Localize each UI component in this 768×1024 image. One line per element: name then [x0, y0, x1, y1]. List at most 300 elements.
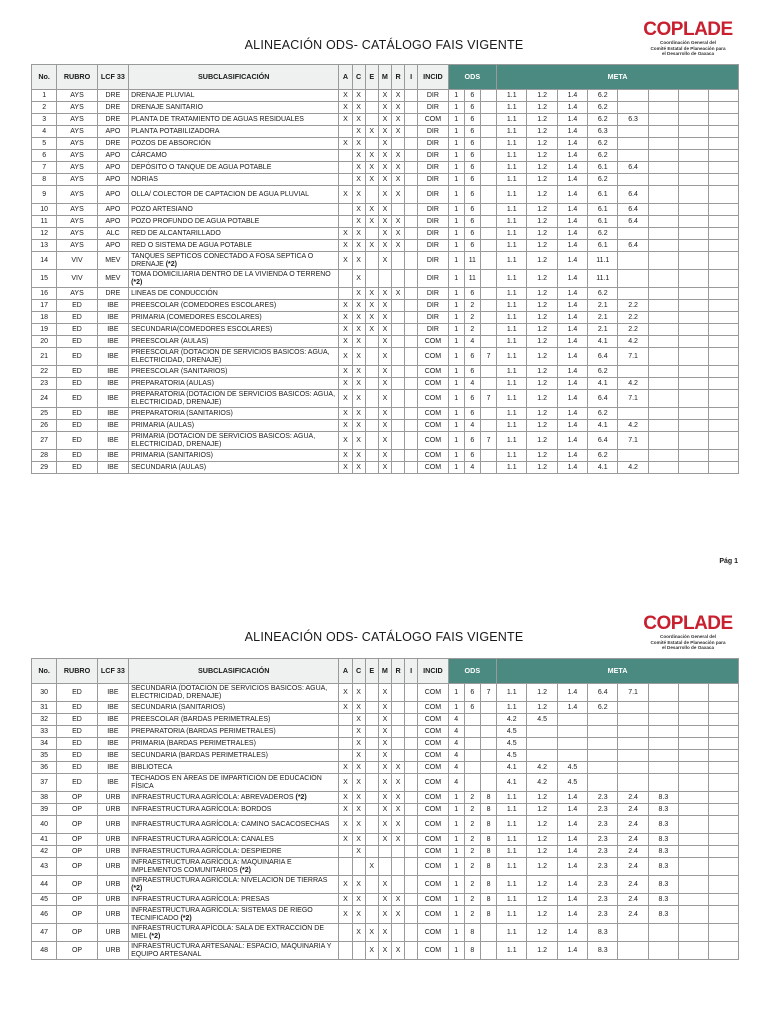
cell-ods: [480, 216, 496, 228]
cell-mark-e: [365, 366, 378, 378]
cell-subclasificacion: [129, 324, 339, 336]
cell-mark-r: X: [391, 186, 404, 204]
cell-ods: 1: [448, 300, 464, 312]
cell-mark-e: X: [365, 324, 378, 336]
cell-meta: [588, 738, 618, 750]
cell-meta: 1.4: [557, 408, 587, 420]
cell-meta: [648, 174, 678, 186]
cell-mark-e: X: [365, 288, 378, 300]
cell-meta: 1.4: [557, 420, 587, 432]
cell-meta: 4.1: [588, 420, 618, 432]
cell-subclasificacion: [129, 726, 339, 738]
cell-meta: [679, 762, 709, 774]
cell-incid: DIR: [418, 162, 448, 174]
cell-mark-e: [365, 846, 378, 858]
cell-mark-m: X: [378, 162, 391, 174]
col-header-incid: INCID: [418, 65, 448, 90]
cell-ods: 1: [448, 186, 464, 204]
cell-mark-a: X: [339, 366, 352, 378]
cell-meta: 6.2: [588, 366, 618, 378]
catalog-table: [31, 658, 739, 960]
cell-meta: [709, 90, 739, 102]
cell-meta: 4.1: [588, 378, 618, 390]
cell-meta: [709, 336, 739, 348]
cell-meta: 6.2: [588, 450, 618, 462]
cell-mark-m: X: [378, 684, 391, 702]
cell-meta: [618, 924, 648, 942]
cell-mark-r: X: [391, 816, 404, 834]
cell-mark-r: X: [391, 288, 404, 300]
cell-meta: [648, 240, 678, 252]
cell-meta: [679, 162, 709, 174]
cell-mark-r: X: [391, 762, 404, 774]
table-row: [32, 702, 739, 714]
subclasificacion-text: SECUNDARIA (BARDAS PERIMETRALES): [131, 751, 268, 759]
cell-meta: 1.1: [497, 834, 527, 846]
cell-mark-c: X: [352, 750, 365, 762]
cell-mark-r: X: [391, 216, 404, 228]
cell-meta: [618, 702, 648, 714]
cell-subclasificacion: [129, 390, 339, 408]
cell-no: 17: [32, 300, 57, 312]
cell-mark-i: [405, 462, 418, 474]
cell-ods: 11: [464, 270, 480, 288]
cell-ods: 1: [448, 858, 464, 876]
col-header-lcf: LCF 33: [97, 659, 128, 684]
cell-subclasificacion: [129, 186, 339, 204]
cell-mark-e: X: [365, 216, 378, 228]
table-row: [32, 834, 739, 846]
cell-mark-i: [405, 792, 418, 804]
cell-mark-e: [365, 114, 378, 126]
cell-meta: 1.2: [527, 324, 557, 336]
table-row: [32, 252, 739, 270]
cell-meta: 1.1: [497, 450, 527, 462]
cell-meta: [709, 762, 739, 774]
cell-meta: 1.2: [527, 378, 557, 390]
cell-meta: 1.1: [497, 684, 527, 702]
cell-subclasificacion: [129, 336, 339, 348]
cell-ods: [480, 150, 496, 162]
cell-incid: COM: [418, 846, 448, 858]
cell-lcf: DRE: [97, 114, 128, 126]
cell-meta: 1.4: [557, 876, 587, 894]
cell-meta: [679, 102, 709, 114]
cell-mark-c: X: [352, 738, 365, 750]
cell-meta: 1.1: [497, 174, 527, 186]
col-header-incid: INCID: [418, 659, 448, 684]
cell-mark-c: X: [352, 894, 365, 906]
cell-ods: 6: [464, 450, 480, 462]
cell-ods: [480, 336, 496, 348]
cell-rubro: AYS: [57, 114, 97, 126]
cell-ods: 1: [448, 174, 464, 186]
cell-lcf: APO: [97, 150, 128, 162]
cell-mark-e: [365, 138, 378, 150]
cell-mark-i: [405, 804, 418, 816]
cell-ods: [480, 252, 496, 270]
cell-mark-i: [405, 942, 418, 960]
cell-subclasificacion: [129, 774, 339, 792]
logo-line-1: Coordinación General del: [660, 634, 716, 639]
cell-mark-r: [391, 312, 404, 324]
cell-lcf: DRE: [97, 102, 128, 114]
cell-meta: 6.4: [588, 684, 618, 702]
cell-lcf: APO: [97, 240, 128, 252]
cell-meta: [648, 138, 678, 150]
cell-meta: [679, 462, 709, 474]
cell-meta: 2.4: [618, 846, 648, 858]
cell-meta: 4.5: [557, 774, 587, 792]
cell-mark-r: [391, 366, 404, 378]
table-row: [32, 204, 739, 216]
cell-meta: 1.1: [497, 324, 527, 336]
cell-mark-i: [405, 186, 418, 204]
cell-mark-e: [365, 750, 378, 762]
cell-mark-c: X: [352, 876, 365, 894]
cell-mark-a: [339, 174, 352, 186]
cell-meta: [679, 750, 709, 762]
cell-incid: COM: [418, 726, 448, 738]
cell-mark-c: X: [352, 336, 365, 348]
cell-mark-i: [405, 834, 418, 846]
cell-no: 44: [32, 876, 57, 894]
cell-rubro: OP: [57, 876, 97, 894]
cell-ods: [480, 324, 496, 336]
cell-incid: DIR: [418, 186, 448, 204]
cell-meta: [679, 186, 709, 204]
cell-ods: 1: [448, 240, 464, 252]
cell-no: 27: [32, 432, 57, 450]
cell-subclasificacion: [129, 738, 339, 750]
cell-mark-e: [365, 834, 378, 846]
cell-meta: [679, 834, 709, 846]
cell-ods: [480, 366, 496, 378]
table-row: [32, 186, 739, 204]
cell-meta: 1.1: [497, 270, 527, 288]
subclasificacion-text: PREPARATORIA (AULAS): [131, 379, 214, 387]
col-header-no: No.: [32, 65, 57, 90]
cell-no: 7: [32, 162, 57, 174]
cell-mark-c: X: [352, 288, 365, 300]
cell-rubro: ED: [57, 408, 97, 420]
cell-meta: 1.4: [557, 138, 587, 150]
cell-mark-e: [365, 804, 378, 816]
cell-meta: 6.4: [588, 432, 618, 450]
cell-ods: [480, 942, 496, 960]
cell-mark-i: [405, 204, 418, 216]
cell-lcf: URB: [97, 858, 128, 876]
cell-lcf: IBE: [97, 750, 128, 762]
cell-meta: [679, 270, 709, 288]
cell-ods: 1: [448, 876, 464, 894]
cell-ods: 1: [448, 924, 464, 942]
cell-mark-a: X: [339, 138, 352, 150]
cell-ods: 6: [464, 408, 480, 420]
cell-meta: 1.2: [527, 894, 557, 906]
col-header-c: C: [352, 659, 365, 684]
cell-meta: 2.4: [618, 834, 648, 846]
cell-meta: 1.4: [557, 204, 587, 216]
cell-meta: 1.4: [557, 312, 587, 324]
cell-meta: 4.2: [527, 774, 557, 792]
cell-mark-e: X: [365, 150, 378, 162]
cell-ods: 2: [464, 906, 480, 924]
cell-mark-m: X: [378, 714, 391, 726]
cell-meta: 2.3: [588, 858, 618, 876]
cell-mark-e: [365, 420, 378, 432]
cell-meta: [679, 288, 709, 300]
cell-rubro: AYS: [57, 138, 97, 150]
cell-mark-c: [352, 858, 365, 876]
cell-mark-i: [405, 300, 418, 312]
cell-mark-a: [339, 126, 352, 138]
cell-mark-c: X: [352, 300, 365, 312]
table-row: [32, 240, 739, 252]
table-row: [32, 348, 739, 366]
cell-lcf: APO: [97, 204, 128, 216]
cell-no: 39: [32, 804, 57, 816]
cell-meta: 1.1: [497, 162, 527, 174]
cell-meta: 1.2: [527, 924, 557, 942]
cell-mark-a: X: [339, 876, 352, 894]
cell-mark-r: [391, 300, 404, 312]
cell-ods: 1: [448, 846, 464, 858]
cell-mark-r: X: [391, 102, 404, 114]
cell-subclasificacion: [129, 252, 339, 270]
cell-ods: 2: [464, 312, 480, 324]
cell-ods: 6: [464, 288, 480, 300]
footnote-marker: (*2): [239, 866, 251, 874]
cell-ods: 1: [448, 942, 464, 960]
cell-incid: COM: [418, 762, 448, 774]
cell-rubro: AYS: [57, 186, 97, 204]
cell-mark-r: [391, 702, 404, 714]
cell-rubro: AYS: [57, 216, 97, 228]
cell-meta: 1.4: [557, 240, 587, 252]
cell-ods: 8: [464, 924, 480, 942]
cell-ods: 1: [448, 450, 464, 462]
cell-lcf: URB: [97, 876, 128, 894]
cell-mark-m: X: [378, 408, 391, 420]
cell-meta: [618, 150, 648, 162]
cell-mark-i: [405, 174, 418, 186]
cell-mark-m: X: [378, 462, 391, 474]
cell-meta: 1.1: [497, 228, 527, 240]
cell-meta: 6.4: [618, 204, 648, 216]
cell-meta: 1.1: [497, 114, 527, 126]
cell-meta: 1.4: [557, 336, 587, 348]
subclasificacion-text: PREESCOLAR (DOTACION DE SERVICIOS BASICOS: AGUA, ELECTRICIDAD, DRENAJE): [131, 348, 330, 364]
cell-mark-c: X: [352, 714, 365, 726]
cell-meta: 4.5: [497, 726, 527, 738]
cell-mark-c: X: [352, 270, 365, 288]
cell-ods: 1: [448, 270, 464, 288]
cell-no: 16: [32, 288, 57, 300]
cell-meta: [679, 702, 709, 714]
cell-meta: 1.2: [527, 288, 557, 300]
cell-mark-m: X: [378, 702, 391, 714]
cell-mark-e: [365, 816, 378, 834]
cell-meta: [679, 138, 709, 150]
cell-rubro: OP: [57, 924, 97, 942]
cell-mark-e: [365, 738, 378, 750]
cell-meta: 2.1: [588, 312, 618, 324]
cell-ods: 2: [464, 834, 480, 846]
cell-no: 1: [32, 90, 57, 102]
cell-meta: [648, 150, 678, 162]
cell-rubro: ED: [57, 366, 97, 378]
cell-mark-a: X: [339, 378, 352, 390]
cell-rubro: ED: [57, 726, 97, 738]
cell-mark-i: [405, 774, 418, 792]
cell-mark-e: [365, 252, 378, 270]
subclasificacion-text: INFRAESTRUCTURA AGRÍCOLA: PRESAS: [131, 895, 270, 903]
cell-meta: 1.1: [497, 126, 527, 138]
cell-subclasificacion: [129, 450, 339, 462]
cell-mark-i: [405, 150, 418, 162]
cell-lcf: URB: [97, 816, 128, 834]
cell-meta: 1.4: [557, 816, 587, 834]
cell-mark-m: X: [378, 348, 391, 366]
cell-mark-i: [405, 378, 418, 390]
cell-meta: 1.1: [497, 408, 527, 420]
table-row: [32, 792, 739, 804]
cell-mark-a: [339, 270, 352, 288]
cell-mark-i: [405, 366, 418, 378]
cell-meta: 1.1: [497, 348, 527, 366]
cell-mark-m: X: [378, 894, 391, 906]
subclasificacion-text: LINEAS DE CONDUCCIÓN: [131, 289, 218, 297]
cell-ods: 4: [448, 738, 464, 750]
cell-meta: [709, 312, 739, 324]
cell-mark-m: X: [378, 186, 391, 204]
table-row: [32, 738, 739, 750]
cell-meta: 6.2: [588, 90, 618, 102]
cell-subclasificacion: [129, 762, 339, 774]
col-header-subclasificacion: SUBCLASIFICACIÓN: [129, 659, 339, 684]
cell-subclasificacion: [129, 858, 339, 876]
cell-ods: 1: [448, 792, 464, 804]
logo-line-3: el Desarrollo de Oaxaca: [661, 645, 715, 651]
cell-meta: [679, 174, 709, 186]
cell-lcf: IBE: [97, 324, 128, 336]
cell-subclasificacion: [129, 792, 339, 804]
cell-meta: [709, 774, 739, 792]
cell-meta: [588, 762, 618, 774]
cell-meta: [648, 942, 678, 960]
cell-meta: [709, 186, 739, 204]
cell-mark-a: [339, 924, 352, 942]
cell-ods: [480, 90, 496, 102]
cell-ods: [480, 228, 496, 240]
cell-lcf: IBE: [97, 420, 128, 432]
subclasificacion-text: POZO PROFUNDO DE AGUA POTABLE: [131, 217, 260, 225]
cell-no: 11: [32, 216, 57, 228]
cell-meta: 1.1: [497, 216, 527, 228]
cell-lcf: IBE: [97, 684, 128, 702]
cell-subclasificacion: [129, 420, 339, 432]
cell-mark-r: X: [391, 804, 404, 816]
cell-mark-m: X: [378, 324, 391, 336]
subclasificacion-text: DRENAJE SANITARIO: [131, 103, 203, 111]
cell-meta: 1.4: [557, 390, 587, 408]
cell-mark-r: X: [391, 114, 404, 126]
table-row: [32, 726, 739, 738]
cell-rubro: OP: [57, 858, 97, 876]
cell-incid: DIR: [418, 240, 448, 252]
cell-meta: 1.2: [527, 834, 557, 846]
cell-mark-r: [391, 738, 404, 750]
cell-ods: [480, 102, 496, 114]
cell-meta: [679, 924, 709, 942]
cell-no: 38: [32, 792, 57, 804]
cell-meta: 4.1: [588, 336, 618, 348]
cell-rubro: ED: [57, 750, 97, 762]
cell-meta: 6.2: [588, 228, 618, 240]
cell-rubro: ED: [57, 390, 97, 408]
cell-mark-a: X: [339, 228, 352, 240]
cell-mark-a: X: [339, 684, 352, 702]
cell-meta: [679, 684, 709, 702]
cell-meta: [679, 792, 709, 804]
cell-mark-e: [365, 90, 378, 102]
cell-rubro: OP: [57, 906, 97, 924]
cell-no: 15: [32, 270, 57, 288]
cell-mark-m: X: [378, 774, 391, 792]
cell-mark-c: X: [352, 804, 365, 816]
cell-mark-e: X: [365, 240, 378, 252]
cell-meta: 8.3: [648, 876, 678, 894]
cell-meta: [618, 738, 648, 750]
table-row: [32, 366, 739, 378]
cell-ods: 1: [448, 816, 464, 834]
cell-mark-r: [391, 378, 404, 390]
cell-ods: [480, 702, 496, 714]
cell-meta: 6.2: [588, 114, 618, 126]
cell-mark-a: X: [339, 300, 352, 312]
subclasificacion-text: SECUNDARIA (SANITARIOS): [131, 703, 226, 711]
cell-ods: [480, 288, 496, 300]
cell-mark-e: [365, 348, 378, 366]
cell-meta: [618, 102, 648, 114]
cell-meta: [648, 924, 678, 942]
cell-meta: 6.2: [588, 102, 618, 114]
cell-subclasificacion: [129, 876, 339, 894]
cell-no: 25: [32, 408, 57, 420]
cell-meta: [709, 366, 739, 378]
cell-meta: [618, 288, 648, 300]
cell-meta: 1.1: [497, 432, 527, 450]
cell-meta: 1.4: [557, 126, 587, 138]
cell-mark-m: X: [378, 300, 391, 312]
cell-mark-r: X: [391, 894, 404, 906]
cell-mark-m: X: [378, 906, 391, 924]
cell-mark-i: [405, 816, 418, 834]
cell-subclasificacion: [129, 906, 339, 924]
cell-mark-m: X: [378, 204, 391, 216]
cell-meta: 2.3: [588, 846, 618, 858]
cell-mark-i: [405, 390, 418, 408]
cell-meta: 1.4: [557, 366, 587, 378]
cell-meta: 1.1: [497, 300, 527, 312]
cell-mark-i: [405, 114, 418, 126]
cell-meta: 6.2: [588, 174, 618, 186]
cell-lcf: IBE: [97, 738, 128, 750]
cell-mark-i: [405, 906, 418, 924]
cell-mark-m: X: [378, 792, 391, 804]
cell-meta: [709, 408, 739, 420]
